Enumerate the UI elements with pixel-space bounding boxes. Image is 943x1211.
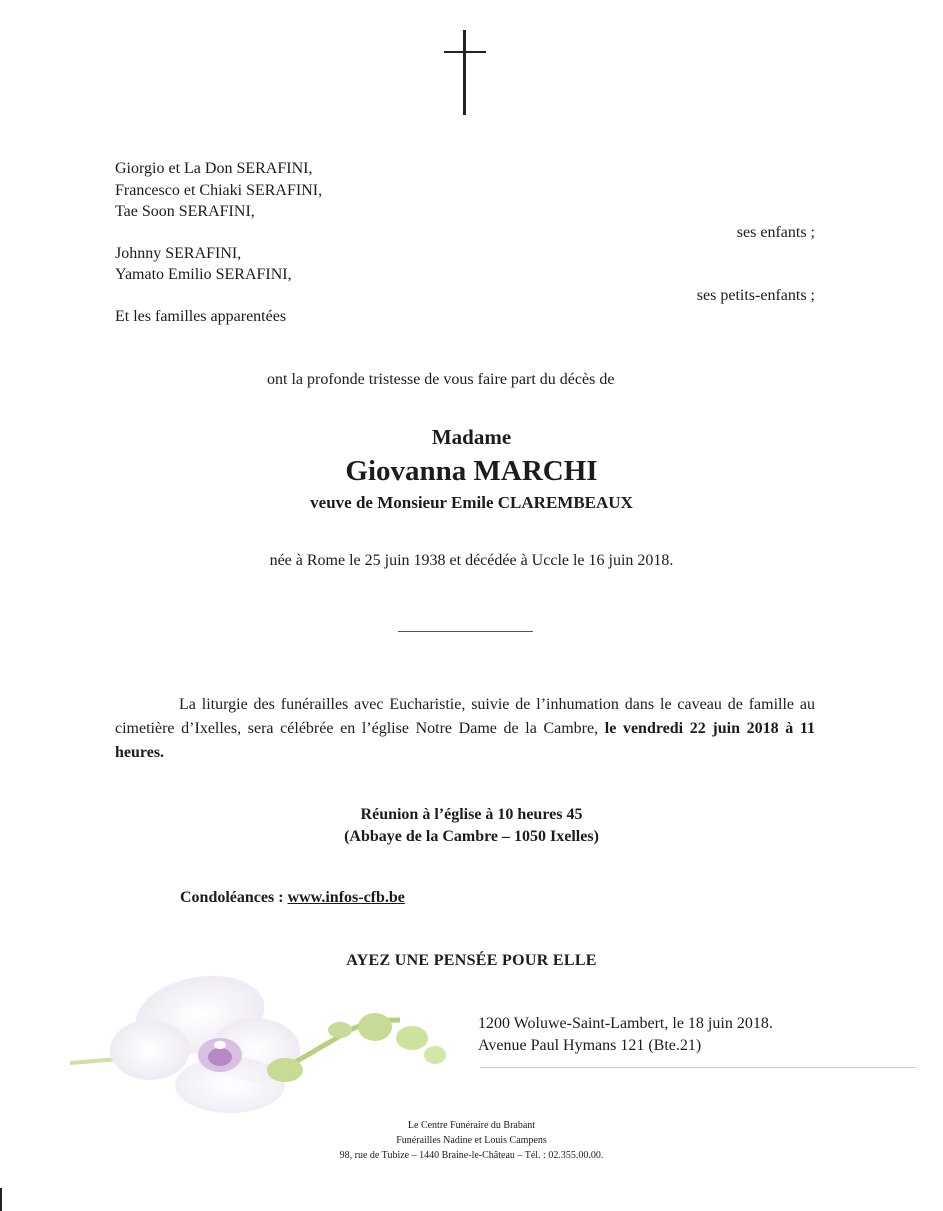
funeral-home-subtitle: Funérailles Nadine et Louis Campens (396, 1135, 547, 1146)
funeral-home-name: Le Centre Funéraire du Brabant (407, 1120, 536, 1131)
child-name: Giorgio et La Don SERAFINI, (115, 160, 313, 177)
address-underline (480, 1067, 916, 1068)
ceremony-paragraph (115, 693, 815, 765)
meeting-line-2: (Abbaye de la Cambre – 1050 Ixelles) (344, 828, 599, 845)
announcement-text: ont la profonde tristesse de vous faire part du décès de (267, 371, 615, 388)
grandchildren-label: ses petits-enfants ; (696, 287, 815, 304)
cross-icon (463, 30, 466, 115)
condolences-label: Condoléances : (180, 889, 284, 906)
separator-line (398, 631, 533, 632)
child-name: Tae Soon SERAFINI, (115, 203, 255, 220)
deceased-title: Madame (431, 425, 512, 449)
cross-icon-bar (444, 51, 486, 53)
orchid-icon (40, 975, 460, 1120)
scan-edge-mark (0, 1188, 2, 1211)
other-families: Et les familles apparentées (115, 308, 287, 325)
address-line-2: Avenue Paul Hymans 121 (Bte.21) (478, 1037, 702, 1054)
condolences-link[interactable]: www.infos-cfb.be (287, 889, 405, 906)
deceased-name: Giovanna MARCHI (345, 455, 598, 487)
ceremony-text: La liturgie des funérailles avec Eucharistie, suivie de l’inhumation dans le caveau de famille au cimetière d’Ixelles, sera célébrée en l’église Notre Dame de la Cambre, (115, 696, 815, 737)
grandchild-name: Johnny SERAFINI, (115, 245, 242, 262)
child-name: Francesco et Chiaki SERAFINI, (115, 182, 323, 199)
meeting-line-1: Réunion à l’église à 10 heures 45 (360, 806, 583, 823)
funeral-home-contact: 98, rue de Tubize – 1440 Braine-le-Château – Tél. : 02.355.00.00. (339, 1150, 604, 1161)
ceremony-date: le vendredi 22 juin 2018 à 11 heures. (115, 720, 816, 761)
closing-line: AYEZ UNE PENSÉE POUR ELLE (346, 952, 597, 969)
children-label: ses enfants ; (736, 224, 815, 241)
grandchild-name: Yamato Emilio SERAFINI, (115, 266, 292, 283)
deceased-widow-of: veuve de Monsieur Emile CLAREMBEAUX (310, 493, 633, 512)
address-line-1: 1200 Woluwe-Saint-Lambert, le 18 juin 2018. (478, 1015, 773, 1032)
deceased-dates: née à Rome le 25 juin 1938 et décédée à Uccle le 16 juin 2018. (269, 552, 674, 569)
condolences-line (180, 887, 405, 909)
